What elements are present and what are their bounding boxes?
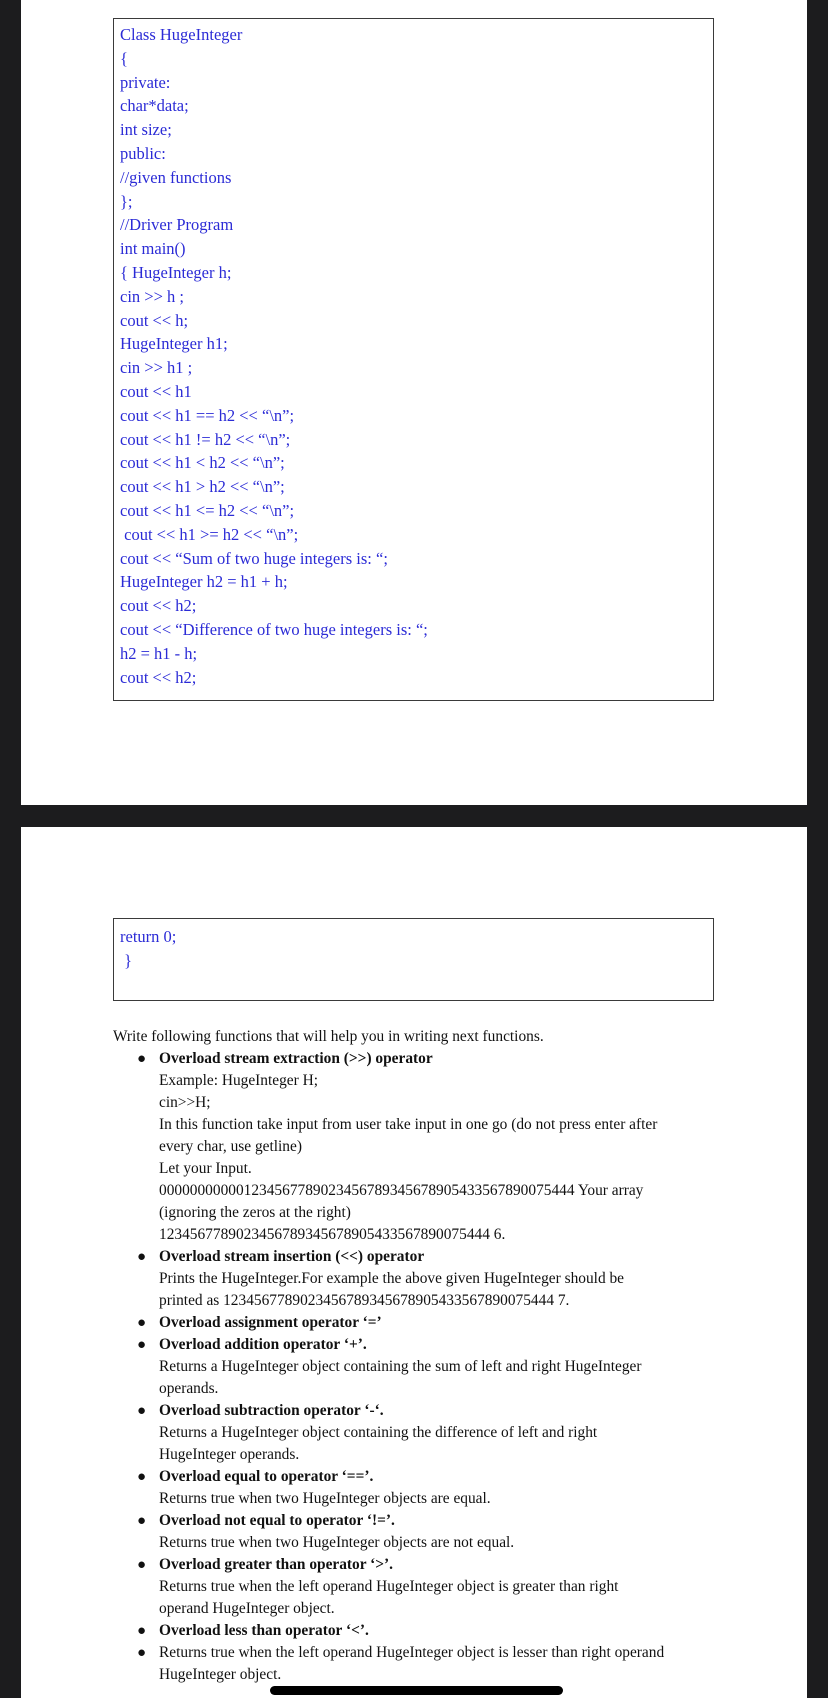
instruction-body-line: Returns true when the left operand HugeInteger object is greater than right [159, 1578, 619, 1595]
instruction-body-line: every char, use getline) [159, 1138, 302, 1155]
code-line: int main() [120, 239, 186, 259]
instruction-body [159, 1576, 733, 1620]
code-line: //given functions [120, 167, 232, 187]
code-line: } [120, 951, 133, 970]
instruction-heading: Overload not equal to operator ‘!=’. [159, 1512, 395, 1529]
instructions-intro: Write following functions that will help you in writing next functions. [113, 1028, 544, 1045]
code-line: cout << h1 <= h2 << “\n”; [120, 501, 295, 520]
instruction-body-line: cin>>H; [159, 1094, 211, 1111]
instruction-body-line: 00000000000123456778902345678934567890543356789007544​4 Your array [159, 1182, 644, 1199]
instruction-body-line: Returns true when the left operand HugeInteger object is lesser than right operand [159, 1644, 665, 1661]
instruction-body [159, 1422, 733, 1466]
code-line: return 0; [120, 927, 177, 946]
code-line: cout << h1 < h2 << “\n”; [120, 453, 285, 473]
bullet-icon: ● [137, 1403, 147, 1419]
instruction-body-line: Returns true when two HugeInteger objects are equal. [159, 1490, 491, 1507]
instruction-heading: Overload stream insertion (<<) operator [159, 1248, 425, 1265]
code-line: private: [120, 72, 171, 92]
instruction-heading: Overload less than operator ‘<’. [159, 1622, 369, 1639]
instructions-list [113, 1048, 733, 1686]
instruction-heading: Overload greater than operator ‘>’. [159, 1556, 394, 1573]
code-line: Class HugeInteger [120, 25, 243, 44]
bullet-icon: ● [137, 1513, 147, 1529]
instruction-item [113, 1642, 733, 1686]
code-line: cout << h2; [120, 596, 197, 616]
code-line: cin >> h1 ; [120, 358, 193, 378]
code-line: cout << h1 [120, 382, 192, 401]
code-line: cout << “Difference of two huge integers is: “; [120, 620, 428, 639]
code-line: cin >> h ; [120, 286, 184, 306]
bullet-icon: ● [137, 1557, 147, 1573]
code-line: { [120, 48, 128, 68]
code-line: int size; [120, 120, 172, 140]
instruction-body-line: operand HugeInteger object. [159, 1600, 335, 1617]
instruction-body-line: Let your Input. [159, 1160, 252, 1177]
bullet-icon: ● [137, 1337, 147, 1353]
bullet-icon: ● [137, 1623, 147, 1639]
code-line: cout << h; [120, 310, 189, 330]
code-line: HugeInteger h1; [120, 334, 228, 354]
instruction-body-line: In this function take input from user take input in one go (do not press enter after [159, 1116, 658, 1133]
instruction-body [159, 1532, 733, 1554]
instruction-body-line: Example: HugeInteger H; [159, 1072, 318, 1089]
instruction-body-line: operands. [159, 1380, 219, 1397]
instruction-item [113, 1334, 733, 1400]
bullet-icon: ● [137, 1249, 147, 1265]
instruction-body-line: 123456778902345678934567890543356789007544​4 6. [159, 1226, 506, 1243]
bullet-icon: ● [137, 1051, 147, 1067]
instruction-body [159, 1642, 733, 1686]
instruction-item [113, 1048, 733, 1246]
instruction-body-line: (ignoring the zeros at the right) [159, 1204, 351, 1221]
instruction-body-line: HugeInteger object. [159, 1666, 282, 1683]
code-line: cout << h1 >= h2 << “\n”; [120, 524, 299, 544]
instruction-heading: Overload addition operator ‘+’. [159, 1336, 367, 1353]
instruction-item [113, 1554, 733, 1620]
instruction-body-line: Returns a HugeInteger object containing the sum of left and right HugeInteger [159, 1358, 642, 1375]
code-line: { HugeInteger h; [120, 263, 232, 282]
code-line: cout << h1 != h2 << “\n”; [120, 429, 291, 449]
home-indicator-bar [270, 1686, 563, 1695]
instruction-item [113, 1400, 733, 1466]
bullet-icon: ● [137, 1469, 147, 1485]
code-line: char*data; [120, 96, 189, 116]
instruction-item [113, 1466, 733, 1510]
code-line: cout << h1 == h2 << “\n”; [120, 405, 295, 425]
bullet-icon: ● [137, 1645, 147, 1661]
instruction-body [159, 1488, 733, 1510]
bullet-icon: ● [137, 1315, 147, 1331]
code-line: //Driver Program [120, 215, 234, 235]
instruction-heading: Overload equal to operator ‘==’. [159, 1468, 374, 1485]
instruction-item [113, 1312, 733, 1334]
instruction-item [113, 1246, 733, 1312]
instruction-item [113, 1510, 733, 1554]
instruction-heading: Overload assignment operator ‘=’ [159, 1314, 382, 1331]
code-box-class-definition [113, 18, 714, 701]
instruction-item [113, 1620, 733, 1642]
code-box-return [113, 918, 714, 1001]
instruction-heading: Overload subtraction operator ‘-‘. [159, 1402, 384, 1419]
instruction-body [159, 1356, 733, 1400]
code-line: }; [120, 191, 133, 211]
instructions-section [113, 1026, 733, 1686]
instruction-heading: Overload stream extraction (>>) operator [159, 1050, 433, 1067]
code-line: cout << h1 > h2 << “\n”; [120, 477, 285, 497]
code-line: cout << “Sum of two huge integers is: “; [120, 548, 388, 568]
instruction-body-line: HugeInteger operands. [159, 1446, 300, 1463]
instruction-body-line: Returns true when two HugeInteger objects are not equal. [159, 1534, 515, 1551]
instruction-body [159, 1268, 733, 1312]
instruction-body-line: Returns a HugeInteger object containing the difference of left and right [159, 1424, 598, 1441]
instruction-body [159, 1070, 733, 1246]
code-line: h2 = h1 - h; [120, 643, 198, 663]
code-line: cout << h2; [120, 667, 197, 687]
code-line: HugeInteger h2 = h1 + h; [120, 572, 288, 592]
instruction-body-line: printed as 123456778902345678934567890543356789007544​4 7. [159, 1292, 570, 1309]
instruction-body-line: Prints the HugeInteger.For example the above given HugeInteger should be [159, 1270, 625, 1287]
code-line: public: [120, 144, 166, 163]
